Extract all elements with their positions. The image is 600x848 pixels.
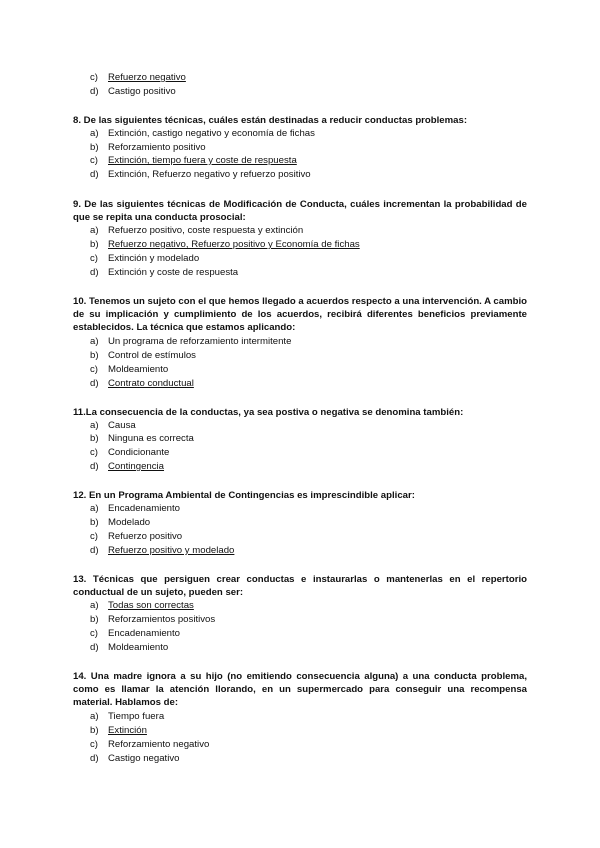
option-text-correct: Refuerzo positivo y modelado [108, 545, 235, 556]
option-text: Tiempo fuera [108, 711, 165, 722]
option-item [90, 545, 234, 557]
option-text: Encadenamiento [108, 503, 181, 514]
option-item [90, 642, 168, 654]
option-text-correct: Contrato conductual [108, 378, 194, 389]
question-11-text: 11.La consecuencia de la conductas, ya sea postiva o negativa se denomina también: [73, 407, 464, 418]
option-letter: c) [90, 447, 98, 458]
option-text: Refuerzo positivo, coste respuesta y extinción [108, 225, 304, 236]
option-item [90, 517, 150, 529]
option-text: Extinción y modelado [108, 253, 200, 264]
option-letter: d) [90, 86, 99, 97]
option-text: Modelado [108, 517, 151, 528]
option-letter: c) [90, 739, 98, 750]
option-letter: b) [90, 239, 99, 250]
option-letter: b) [90, 433, 99, 444]
option-text: Castigo positivo [108, 86, 176, 97]
option-item [90, 420, 136, 432]
question-10-text: 10. Tenemos un sujeto con el que hemos llegado a acuerdos respecto a una intervención. A cambio de su implicación y cumplimiento de los acuerdos, recibirá diferentes beneficios previamente establecidos. La técnica que estamos aplicando: [73, 296, 527, 334]
option-text: Extinción, Refuerzo negativo y refuerzo positivo [108, 169, 311, 180]
option-letter: d) [90, 545, 99, 556]
option-text: Moldeamiento [108, 364, 169, 375]
option-text: Control de estímulos [108, 350, 196, 361]
option-item [90, 128, 315, 140]
option-text-correct: Refuerzo negativo [108, 72, 186, 83]
option-letter: a) [90, 711, 99, 722]
option-letter: c) [90, 253, 98, 264]
option-letter: d) [90, 461, 99, 472]
option-letter: c) [90, 531, 98, 542]
option-item [90, 72, 186, 84]
option-letter: a) [90, 336, 99, 347]
question-13-text: 13. Técnicas que persiguen crear conductas e instaurarlas o mantenerlas en el repertorio conductual de un sujeto, pueden ser: [73, 574, 527, 599]
option-text: Reforzamiento positivo [108, 142, 206, 153]
option-letter: b) [90, 614, 99, 625]
option-text: Extinción y coste de respuesta [108, 267, 239, 278]
option-letter: d) [90, 169, 99, 180]
option-letter: b) [90, 142, 99, 153]
option-text: Causa [108, 420, 136, 431]
option-item [90, 225, 303, 237]
option-item [90, 600, 194, 612]
question-8-text: 8. De las siguientes técnicas, cuáles están destinadas a reducir conductas problemas: [73, 115, 468, 126]
option-item [90, 531, 182, 543]
option-item [90, 364, 168, 376]
question-9-text: 9. De las siguientes técnicas de Modificación de Conducta, cuáles incrementan la probabilidad de que se repita una conducta prosocial: [73, 199, 527, 224]
question-12-text: 12. En un Programa Ambiental de Contingencias es imprescindible aplicar: [73, 490, 415, 501]
option-text: Encadenamiento [108, 628, 181, 639]
option-item [90, 86, 176, 98]
option-letter: a) [90, 503, 99, 514]
option-text-correct: Todas son correctas [108, 600, 194, 611]
option-text: Reforzamientos positivos [108, 614, 216, 625]
option-item [90, 461, 164, 473]
option-item [90, 614, 215, 626]
option-item [90, 239, 360, 251]
option-text: Moldeamiento [108, 642, 169, 653]
option-letter: c) [90, 155, 98, 166]
option-letter: c) [90, 628, 98, 639]
option-letter: d) [90, 753, 99, 764]
option-item [90, 253, 199, 265]
option-text: Castigo negativo [108, 753, 180, 764]
option-item [90, 725, 147, 737]
option-letter: b) [90, 725, 99, 736]
option-text-correct: Contingencia [108, 461, 165, 472]
option-letter: a) [90, 420, 99, 431]
option-item [90, 378, 194, 390]
option-text-correct: Extinción, tiempo fuera y coste de respuesta [108, 155, 297, 166]
option-item [90, 753, 179, 765]
option-text: Refuerzo positivo [108, 531, 183, 542]
option-letter: a) [90, 128, 99, 139]
question-14-text: 14. Una madre ignora a su hijo (no emitiendo consecuencia alguna) a una conducta problema, como es llamar la atención llorando, en un supermercado para conseguir una recompensa material. Hablamos de: [73, 671, 527, 709]
option-item [90, 447, 169, 459]
option-letter: a) [90, 600, 99, 611]
option-text-correct: Extinción [108, 725, 147, 736]
option-text-correct: Refuerzo negativo, Refuerzo positivo y Economía de fichas [108, 239, 360, 250]
option-letter: d) [90, 642, 99, 653]
option-item [90, 433, 194, 445]
option-text: Ninguna es correcta [108, 433, 194, 444]
option-item [90, 142, 206, 154]
option-text: Reforzamiento negativo [108, 739, 210, 750]
option-text: Condicionante [108, 447, 170, 458]
option-item [90, 169, 311, 181]
option-letter: d) [90, 378, 99, 389]
option-item [90, 350, 196, 362]
option-letter: b) [90, 517, 99, 528]
option-letter: d) [90, 267, 99, 278]
option-item [90, 503, 180, 515]
option-text: Un programa de reforzamiento intermitente [108, 336, 292, 347]
option-letter: a) [90, 225, 99, 236]
option-letter: b) [90, 350, 99, 361]
option-item [90, 739, 209, 751]
option-item [90, 155, 297, 167]
option-item [90, 628, 180, 640]
option-item [90, 711, 164, 723]
option-text: Extinción, castigo negativo y economía de fichas [108, 128, 315, 139]
option-letter: c) [90, 364, 98, 375]
option-letter: c) [90, 72, 98, 83]
option-item [90, 336, 291, 348]
option-item [90, 267, 238, 279]
